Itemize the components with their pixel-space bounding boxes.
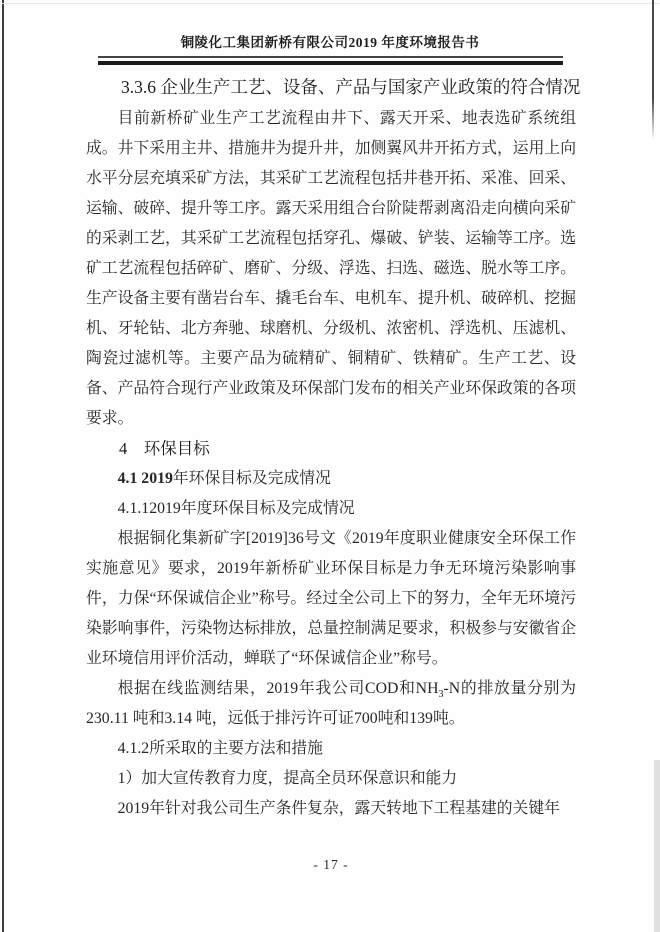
document-body <box>86 70 581 824</box>
paragraph-monitoring <box>86 674 576 734</box>
scan-edge-right-top <box>652 0 654 140</box>
scan-edge-top <box>0 3 660 4</box>
page-footer <box>86 857 576 873</box>
scan-edge-left <box>2 0 4 932</box>
section-heading-4-1 <box>86 464 576 494</box>
chapter-heading-4: 4 环保目标 <box>119 439 210 458</box>
list-item-1: 1）加大宣传教育力度，提高全员环保意识和能力 <box>117 770 458 787</box>
section-heading-4-1-number: 4.1 2019 <box>117 470 173 487</box>
section-heading-4-1-text: 年环保目标及完成情况 <box>172 470 331 487</box>
nh3-subscript: 3 <box>438 689 444 701</box>
paragraph-production-process: 目前新桥矿业生产工艺流程由井下、露天开采、地表选矿系统组成。井下采用主井、措施井为提升井，加侧翼风井开拓方式，运用上向水平分层充填采矿方法，其采矿工艺流程包括井巷开拓、采准、回采、运输、破碎、提升等工序。露天采用组合台阶陡帮剥离沿走向横向采矿的采剥工艺，其采矿工艺流程包括穿孔、爆破、铲装、运输等工序。选矿工艺流程包括碎矿、磨矿、分级、浮选、扫选、磁选、脱水等工序。生产设备主要有凿岩台车、撬毛台车、电机车、提升机、破碎机、挖掘机、牙轮钻、北方奔驰、球磨机、分级机、浓密机、浮选机、压滤机、陶瓷过滤机等。主要产品为硫精矿、铜精矿、铁精矿。生产工艺、设备、产品符合现行产业政策及环保部门发布的相关产业环保政策的各项要求。 <box>86 110 576 427</box>
page-number: - 17 - <box>313 857 349 872</box>
paragraph-monitoring-text-post: -N的排放量分别为230.11 吨和3.14 吨，远低于排污许可证700吨和139吨。 <box>86 680 577 727</box>
paragraph-2019-intro: 2019年针对我公司生产条件复杂，露天转地下工程基建的关键年 <box>117 800 560 817</box>
report-title: 铜陵化工集团新桥有限公司2019 年度环境报告书 <box>180 35 480 50</box>
section-heading-4-1-2: 4.1.2所采取的主要方法和措施 <box>117 740 323 757</box>
section-heading-4-1-1: 4.1.12019年度环保目标及完成情况 <box>117 500 355 517</box>
scan-edge-right-bottom <box>654 760 660 932</box>
paragraph-targets: 根据铜化集新矿字[2019]36号文《2019年度职业健康安全环保工作实施意见》要求，2019年新桥矿业环保目标是力争无环境污染影响事件，力保“环保诚信企业”称号。经过全公司上下的努力，全年无环境污染影响事件，污染物达标排放，总量控制满足要求，积极参与安徽省企业环境信用评价活动，蝉联了“环保诚信企业”称号。 <box>86 530 576 667</box>
paragraph-monitoring-text-pre: 根据在线监测结果，2019年我公司COD和NH <box>117 680 439 697</box>
header-rule-thick-line <box>98 61 563 65</box>
section-heading-3-3-6: 3.3.6 企业生产工艺、设备、产品与国家产业政策的符合情况 <box>121 77 581 97</box>
header-rule <box>98 56 563 65</box>
